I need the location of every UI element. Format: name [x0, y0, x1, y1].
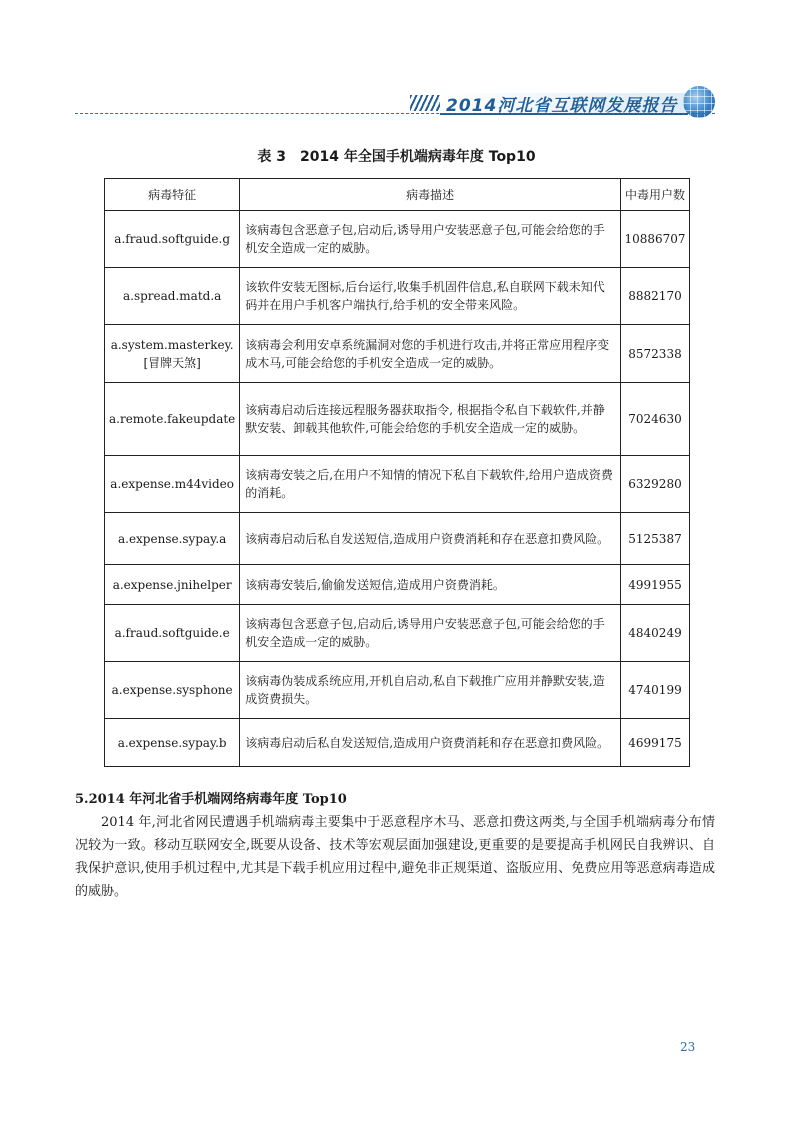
virus-name-cell: a.remote.fakeupdate — [105, 383, 240, 456]
table-header-row — [105, 179, 690, 211]
page-number: 23 — [680, 1040, 696, 1054]
table-row — [105, 605, 690, 662]
table-caption: 表 3 2014 年全国手机端病毒年度 Top10 — [257, 149, 536, 165]
body-paragraph: 2014 年,河北省网民遭遇手机端病毒主要集中于恶意程序木马、恶意扣费这两类,与全国手机端病毒分布情况较为一致。移动互联网安全,既要从设备、技术等宏观层面加强建设,更重要的是要提高手机网民自我辨识、自我保护意识,使用手机过程中,尤其是下载手机应用过程中,避免非正规渠道、盗版应用、免费应用等恶意病毒造成的威胁。 — [75, 815, 715, 899]
virus-desc-cell: 该病毒启动后私自发送短信,造成用户资费消耗和存在恶意扣费风险。 — [240, 513, 621, 565]
infected-count-cell: 4740199 — [621, 662, 690, 719]
virus-table — [104, 178, 690, 767]
table-row — [105, 211, 690, 268]
infected-count-cell: 4840249 — [621, 605, 690, 662]
virus-name-cell: a.expense.sysphone — [105, 662, 240, 719]
infected-count-cell: 4991955 — [621, 565, 690, 605]
infected-count-cell: 8882170 — [621, 268, 690, 325]
table-row — [105, 513, 690, 565]
table-row — [105, 565, 690, 605]
infected-count-cell: 6329280 — [621, 456, 690, 513]
virus-desc-cell: 该病毒包含恶意子包,启动后,诱导用户安装恶意子包,可能会给您的手机安全造成一定的威胁。 — [240, 605, 621, 662]
infected-count-cell: 4699175 — [621, 719, 690, 767]
table-row — [105, 383, 690, 456]
column-header: 病毒描述 — [240, 179, 621, 211]
infected-count-cell: 5125387 — [621, 513, 690, 565]
virus-name-cell: a.fraud.softguide.g — [105, 211, 240, 268]
table-row — [105, 456, 690, 513]
virus-desc-cell: 该病毒会利用安卓系统漏洞对您的手机进行攻击,并将正常应用程序变成木马,可能会给您的手机安全造成一定的威胁。 — [240, 325, 621, 383]
table-row — [105, 719, 690, 767]
column-header: 病毒特征 — [105, 179, 240, 211]
infected-count-cell: 10886707 — [621, 211, 690, 268]
header-rule — [75, 113, 715, 114]
virus-desc-cell: 该软件安装无图标,后台运行,收集手机固件信息,私自联网下载未知代码并在用户手机客户端执行,给手机的安全带来风险。 — [240, 268, 621, 325]
virus-desc-cell: 该病毒启动后私自发送短信,造成用户资费消耗和存在恶意扣费风险。 — [240, 719, 621, 767]
table-row — [105, 662, 690, 719]
virus-name-cell: a.expense.jnihelper — [105, 565, 240, 605]
virus-name-cell: a.system.masterkey.[冒牌天煞] — [105, 325, 240, 383]
virus-desc-cell: 该病毒安装后,偷偷发送短信,造成用户资费消耗。 — [240, 565, 621, 605]
virus-name-cell: a.spread.matd.a — [105, 268, 240, 325]
column-header: 中毒用户数 — [621, 179, 690, 211]
section-heading: 5.2014 年河北省手机端网络病毒年度 Top10 — [75, 792, 347, 807]
table-row — [105, 325, 690, 383]
virus-desc-cell: 该病毒伪装成系统应用,开机自启动,私自下载推广应用并静默安装,造成资费损失。 — [240, 662, 621, 719]
infected-count-cell: 8572338 — [621, 325, 690, 383]
header-title: 2014河北省互联网发展报告 — [446, 96, 678, 116]
virus-name-cell: a.fraud.softguide.e — [105, 605, 240, 662]
virus-desc-cell: 该病毒启动后连接远程服务器获取指令, 根据指令私自下载软件,并静默安装、卸载其他软件,可能会给您的手机安全造成一定的威胁。 — [240, 383, 621, 456]
table-row — [105, 268, 690, 325]
virus-desc-cell: 该病毒包含恶意子包,启动后,诱导用户安装恶意子包,可能会给您的手机安全造成一定的威胁。 — [240, 211, 621, 268]
virus-name-cell: a.expense.m44video — [105, 456, 240, 513]
virus-name-cell: a.expense.sypay.a — [105, 513, 240, 565]
infected-count-cell: 7024630 — [621, 383, 690, 456]
virus-desc-cell: 该病毒安装之后,在用户不知情的情况下私自下载软件,给用户造成资费的消耗。 — [240, 456, 621, 513]
virus-name-cell: a.expense.sypay.b — [105, 719, 240, 767]
